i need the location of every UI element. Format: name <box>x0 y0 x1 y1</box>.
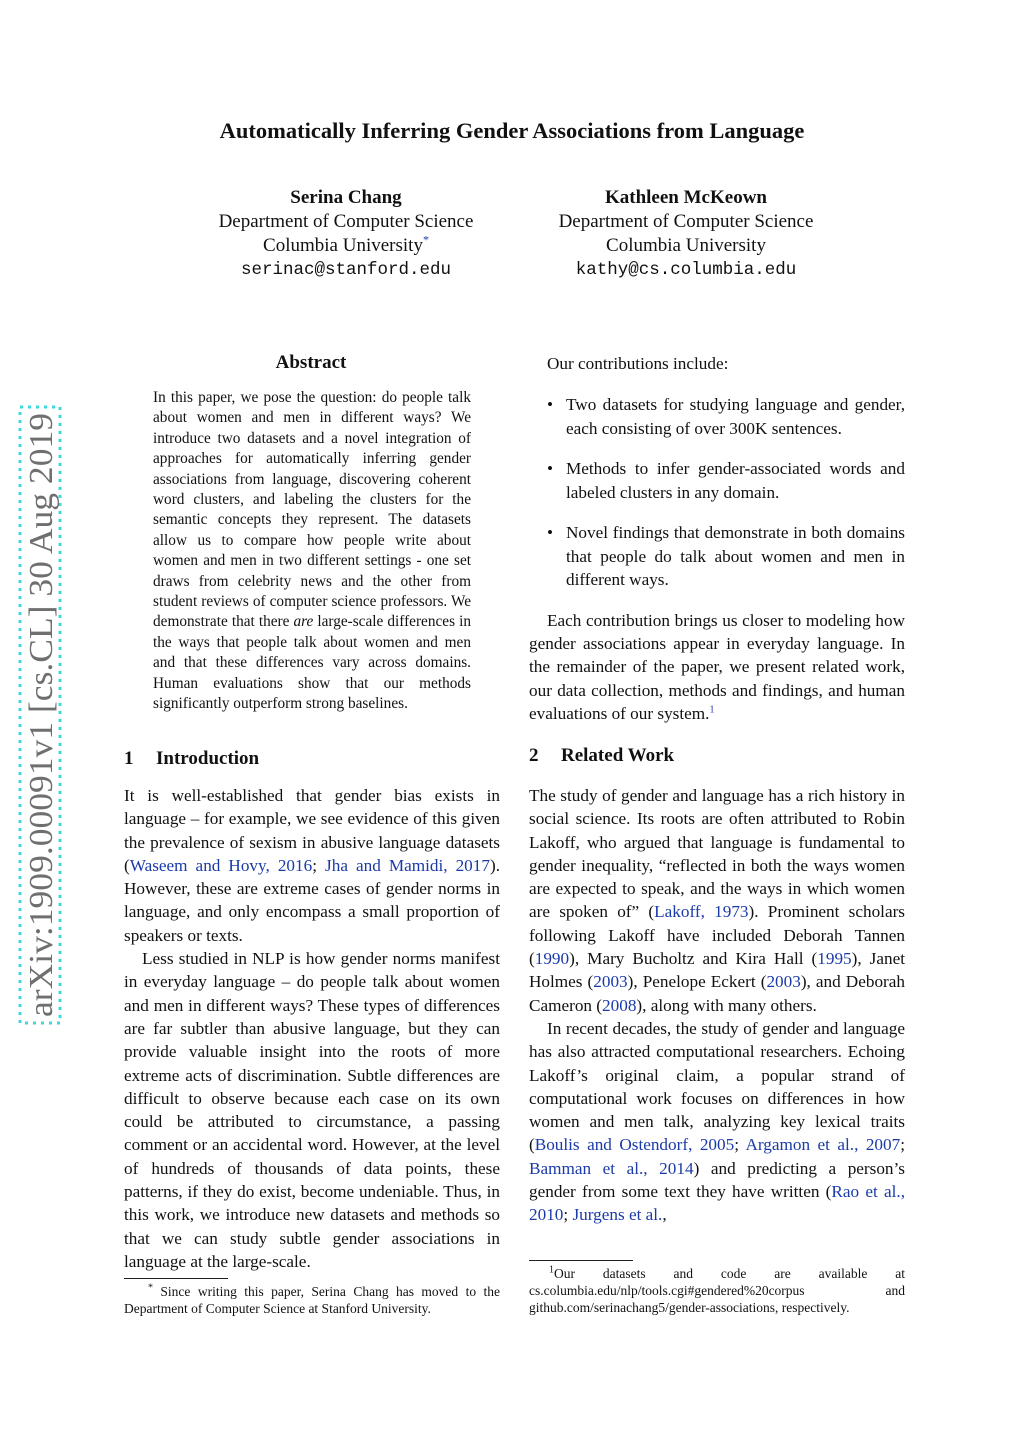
abstract-body: In this paper, we pose the question: do people talk about women and men in different ways? We introduce two datasets and a novel integration of approaches for automatically inferring gender associations from language, discovering coherent word clusters, and labeling the clusters for the semantic concepts they represent. The datasets allow us to compare how people write about women and men in two different settings - one set draws from celebrity news and the other from student reviews of computer science professors. We demonstrate that there are large-scale differences in the ways that people talk about women and men and that these differences vary across domains. Human evaluations show that our methods significantly outperform strong baselines. <box>153 389 471 713</box>
author-name: Kathleen McKeown <box>604 187 767 208</box>
footnote-mark: 1 <box>549 1264 554 1276</box>
footnote-rule <box>124 1278 228 1279</box>
related-work-body <box>529 784 905 1227</box>
bullet-icon: • <box>547 459 554 479</box>
paragraph: It is well-established that gender bias exists in language – for example, we see evidence of this given the prevalence of sexism in abusive language datasets (Waseem and Hovy, 2016; Jha and Mamidi, 2017). However, these are extreme cases of gender norms in language, and only encompass a small proportion of speakers or texts. <box>124 786 500 945</box>
citation-link[interactable]: 1990 <box>534 949 570 969</box>
citation-link[interactable]: 1995 <box>817 949 852 969</box>
contributions-list <box>529 393 905 591</box>
citation-link[interactable]: 2003 <box>766 972 801 992</box>
author-block-2 <box>536 186 836 282</box>
author-department: Department of Computer Science <box>558 211 814 232</box>
arxiv-stamp-graphic <box>16 405 64 1025</box>
section-heading-related-work: 2 Related Work <box>529 745 675 766</box>
paragraph: Each contribution brings us closer to modeling how gender associations appear in everyday language. In the remainder of the paper, we present related work, our data collection, methods and findings, and human evaluations of our system.$^1$ <box>529 610 905 724</box>
citation-link[interactable]: Jha and Mamidi, 2017 <box>325 855 490 875</box>
contributions-lead: Our contributions include: <box>547 354 729 373</box>
bullet-icon: • <box>547 395 554 415</box>
paragraph: In recent decades, the study of gender and language has also attracted computational researchers. Echoing Lakoff’s original claim, a popular strand of computational work focuses on differences in how women and men talk, analyzing key lexical traits (Boulis and Ostendorf, 2005; Argamon et al., 2007; Bamman et al., 2014) and predicting a person’s gender from some text they have written (Rao et al., 2010; Jurgens et al., <box>529 1018 906 1225</box>
author-name: Serina Chang <box>290 187 402 208</box>
paragraph: The study of gender and language has a rich history in social science. Its roots are often attributed to Robin Lakoff, who argued that language is fundamental to gender inequality, “reflected in both the ways women are expected to speak, and the ways in which women are spoken of” (Lakoff, 1973). Prominent scholars following Lakoff have included Deborah Tannen (1990), Mary Bucholtz and Kira Hall (1995), Janet Holmes (2003), Penelope Eckert (2003), and Deborah Cameron (2008), along with many others. <box>529 786 905 1015</box>
paper-title: Automatically Inferring Gender Associations from Language <box>219 118 805 143</box>
list-item: • Two datasets for studying language and gender, each consisting of over 300K sentences. <box>547 395 905 438</box>
author-block-1 <box>196 186 496 282</box>
author-email: kathy@cs.columbia.edu <box>575 260 797 280</box>
citation-link[interactable]: Rao et al., 2010 <box>529 1182 906 1225</box>
citation-link[interactable]: 2003 <box>593 972 628 992</box>
author-affiliation: Columbia University <box>606 235 766 256</box>
list-item: • Novel findings that demonstrate in both domains that people do talk about women and men in different ways. <box>547 523 905 590</box>
author-department: Department of Computer Science <box>218 211 474 232</box>
citation-link[interactable]: Argamon et al., 2007 <box>745 1135 901 1155</box>
arxiv-identifier: arXiv:1909.00091v1 [cs.CL] 30 Aug 2019 <box>23 439 60 1017</box>
contributions-block <box>529 352 905 725</box>
section-heading-introduction: 1 Introduction <box>124 748 260 769</box>
citation-link[interactable]: Boulis and Ostendorf, 2005 <box>534 1135 735 1155</box>
abstract-heading: Abstract <box>275 352 347 373</box>
footnote-link[interactable]: 1 <box>709 704 715 716</box>
citation-link[interactable]: Waseem and Hovy, 2016 <box>129 855 313 875</box>
citation-link[interactable]: Lakoff, 1973 <box>654 902 749 922</box>
list-item: • Methods to infer gender-associated words and labeled clusters in any domain. <box>547 459 905 502</box>
citation-link[interactable]: Jurgens et al. <box>572 1205 663 1225</box>
citation-link[interactable]: Bamman et al., 2014 <box>529 1158 694 1178</box>
author-email: serinac@stanford.edu <box>240 260 452 280</box>
footnote-mark: * <box>148 1282 153 1294</box>
paragraph: Less studied in NLP is how gender norms manifest in everyday language – do people talk about women and men in different ways? These types of differences are far subtler than abusive language, but they can provide valuable insight into the roots of more extreme acts of discrimination. Subtle differences are difficult to observe because each case on its own could be attributed to circumstance, a passing comment or an accidental word. However, at the level of hundreds of thousands of data points, these patterns, if they do exist, become undeniable. Thus, in this work, we introduce new datasets and methods so that we can study subtle gender associations in language at the large-scale. <box>124 949 500 1271</box>
citation-link[interactable]: 2008 <box>602 995 637 1015</box>
footnote-rule <box>529 1260 633 1261</box>
abstract-emphasis: are <box>293 613 314 631</box>
affiliation-footnote-mark[interactable]: * <box>422 232 429 247</box>
footnote-left: * Since writing this paper, Serina Chang has moved to the Department of Computer Science at Stanford University. <box>124 1282 500 1316</box>
author-affiliation: Columbia University* <box>263 232 429 256</box>
bullet-icon: • <box>547 523 554 543</box>
introduction-body <box>124 784 500 1273</box>
footnote-right: $^1$Our datasets and code are available at cs.columbia.edu/nlp/tools.cgi#gendered%20corpus and github.com/serinachang5/gender-associations, respectively. <box>529 1264 905 1315</box>
arxiv-side-stamp <box>16 405 64 1025</box>
